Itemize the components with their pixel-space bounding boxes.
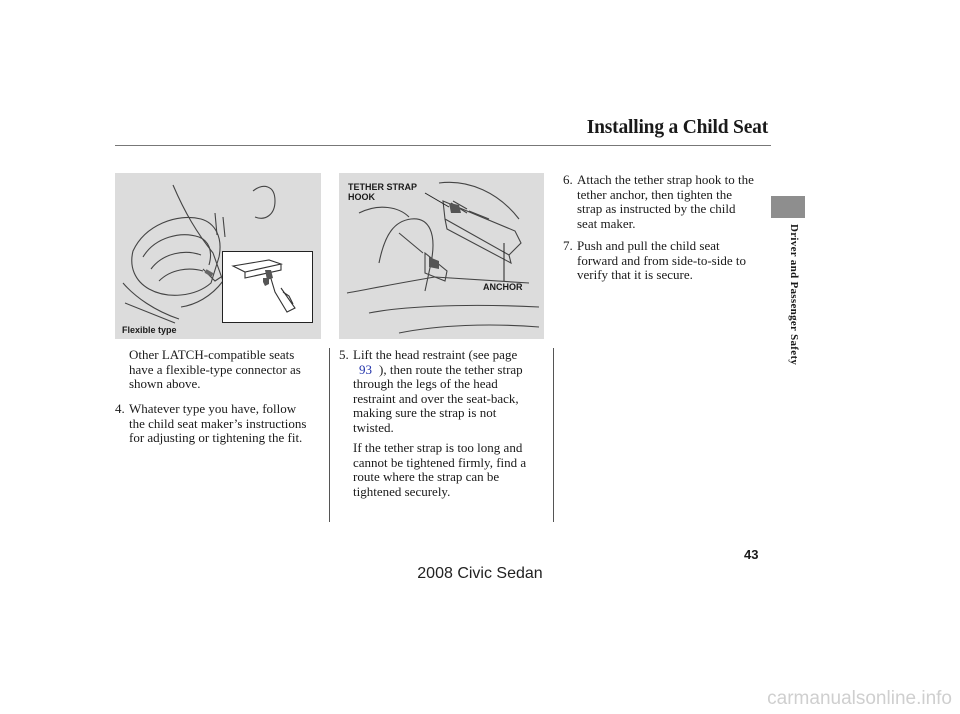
step-4 [115, 402, 329, 452]
text-line: cannot be tightened firmly, find a [353, 454, 527, 470]
figure-tether-strap [339, 173, 544, 339]
text-line: If the tether strap is too long and [353, 440, 523, 455]
tether-label-line: TETHER STRAP [348, 182, 418, 192]
text-line: verify that it is secure. [577, 267, 693, 282]
step-5 [339, 348, 549, 438]
text-line: tightened securely. [353, 483, 451, 499]
step-7 [563, 239, 773, 285]
text-line: forward and from side-to-side to [577, 252, 746, 268]
header-rule [115, 145, 771, 146]
text-line: Whatever type you have, follow [129, 401, 297, 416]
figure-flexible-type [115, 173, 321, 339]
document-footer: 2008 Civic Sedan [417, 565, 543, 582]
text-line: for adjusting or tightening the fit. [129, 430, 303, 445]
page-title: Installing a Child Seat [586, 117, 768, 138]
site-watermark: carmanualsonline.info [767, 688, 952, 709]
text-line: twisted. [353, 419, 394, 435]
text-line: tether anchor, then tighten the [577, 186, 733, 202]
figure-caption: Flexible type [122, 325, 177, 335]
column-divider [329, 348, 330, 522]
text-line: seat maker. [577, 215, 636, 231]
text-line: Lift the head restraint (see page [353, 347, 518, 362]
text-line: strap as instructed by the child [577, 201, 736, 216]
text-fragment: ), then route the tether strap [379, 361, 523, 377]
step-number: 4. [115, 401, 125, 416]
step-6 [563, 173, 773, 233]
step-number: 7. [563, 238, 573, 253]
text-line: Other LATCH-compatible seats [129, 347, 295, 362]
text-line: route where the strap can be [353, 469, 500, 484]
text-line: have a flexible-type connector as [129, 361, 301, 377]
flexible-connector-illustration [223, 252, 312, 322]
text-line: Push and pull the child seat [577, 238, 720, 253]
intro-paragraph [129, 348, 329, 392]
inset-detail-box [222, 251, 313, 323]
text-line: through the legs of the head [353, 376, 498, 391]
step-number: 6. [563, 172, 573, 187]
section-tab-label: Driver and Passenger Safety [788, 224, 800, 366]
text-line [353, 363, 553, 378]
text-line: Attach the tether strap hook to the [577, 172, 754, 187]
page-reference-link[interactable]: 93 [359, 361, 372, 377]
text-line: shown above. [129, 376, 201, 391]
anchor-label: ANCHOR [483, 282, 523, 292]
text-line: restraint and over the seat-back, [353, 390, 519, 406]
tether-note-paragraph [353, 441, 553, 499]
tether-label-line: HOOK [348, 192, 375, 202]
step-number: 5. [339, 347, 349, 362]
tether-strap-hook-label [348, 182, 417, 202]
page-number: 43 [744, 547, 759, 562]
text-line: the child seat maker’s instructions [129, 415, 307, 431]
column-divider [553, 348, 554, 522]
text-line: making sure the strap is not [353, 405, 497, 420]
